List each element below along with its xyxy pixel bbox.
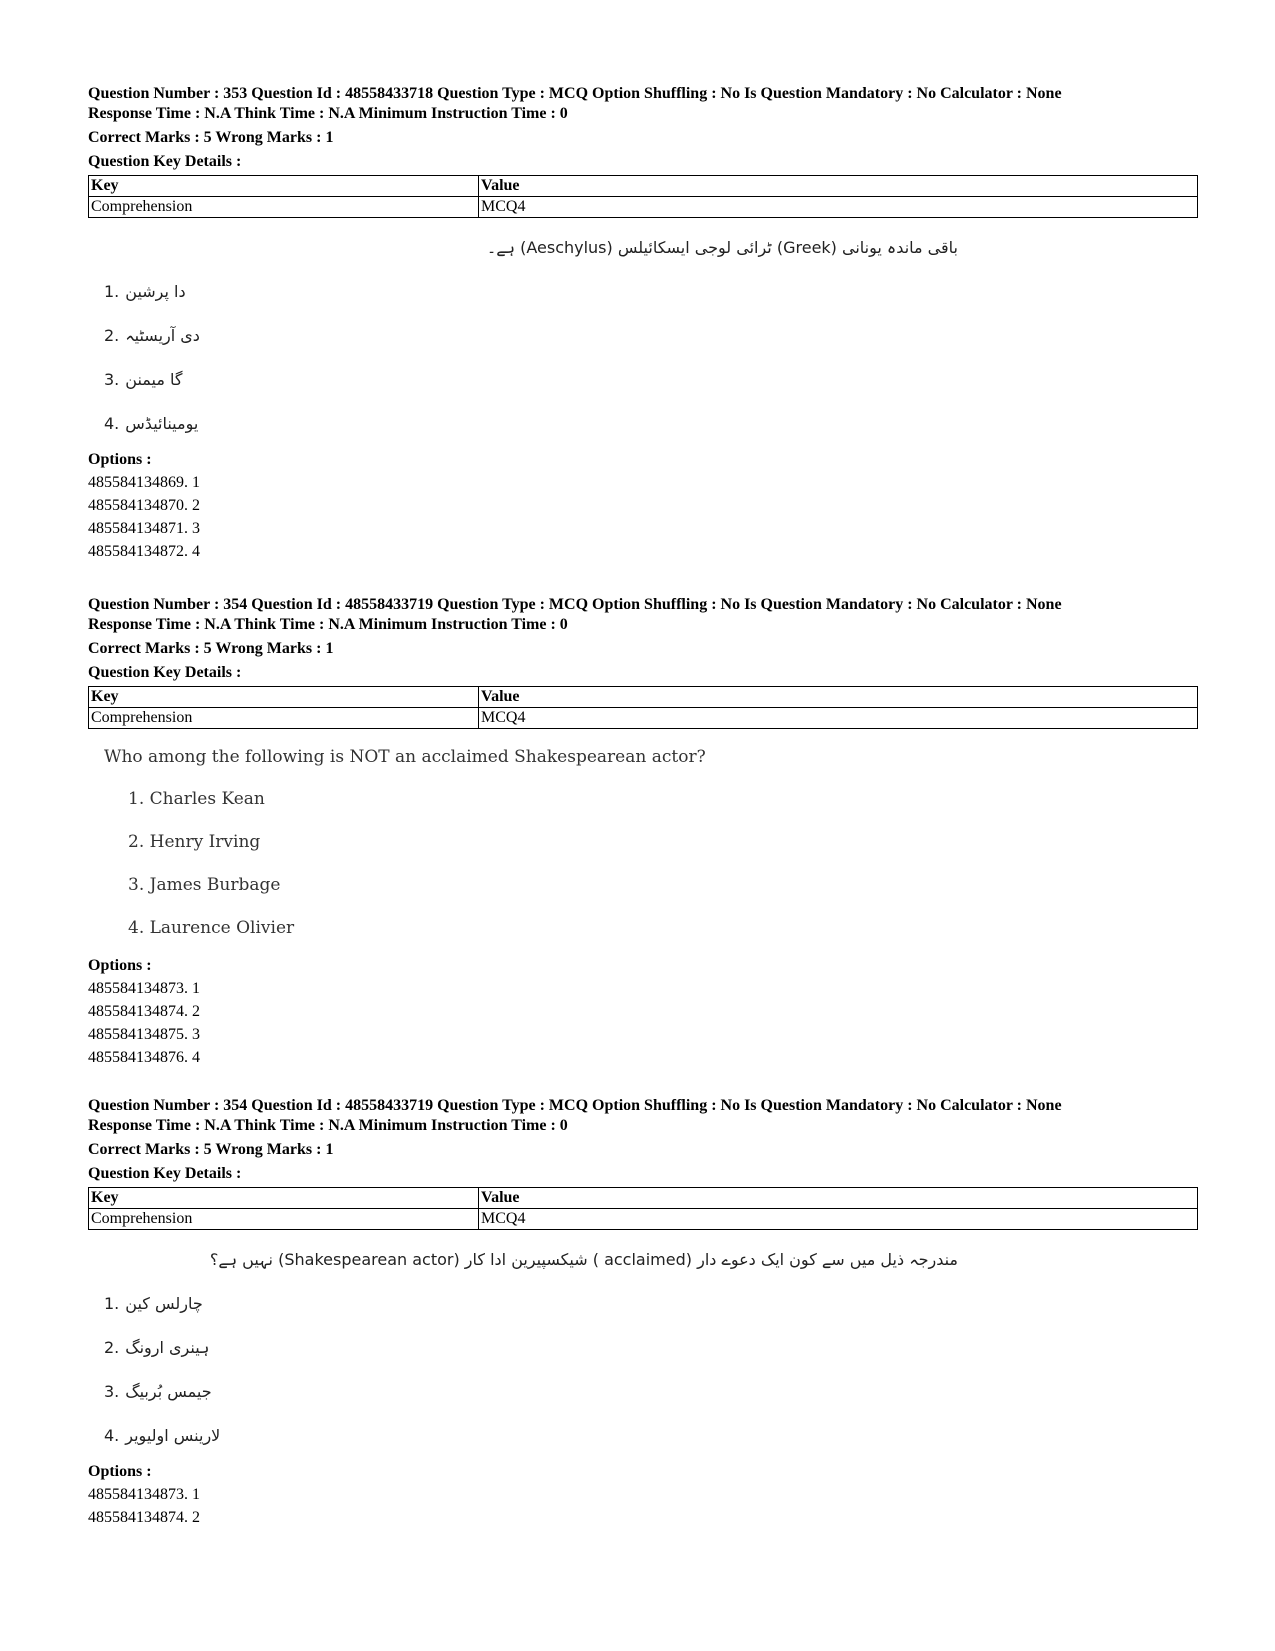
marks-line: Correct Marks : 5 Wrong Marks : 1 (88, 640, 334, 657)
choice-1: 1. Charles Kean (128, 789, 265, 809)
option-id-row: 485584134876. 4 (88, 1049, 200, 1066)
key-details-label: Question Key Details : (88, 1165, 242, 1182)
key-cell: Comprehension (89, 1209, 479, 1230)
option-id-row: 485584134874. 2 (88, 1003, 200, 1020)
option-id-row: 485584134870. 2 (88, 497, 200, 514)
choice-3 (104, 369, 1198, 389)
choice-number: 2. (104, 325, 120, 345)
choice-text: ہینری ارونگ (125, 1337, 210, 1357)
choice-4 (104, 413, 1198, 433)
option-id-row: 485584134873. 1 (88, 1486, 200, 1503)
choice-1 (104, 1293, 1198, 1313)
choice-text: لارینس اولیویر (125, 1425, 221, 1445)
choice-2: 2. Henry Irving (128, 832, 261, 852)
choice-text: یومینائیڈس (125, 413, 199, 433)
choice-4: 4. Laurence Olivier (128, 918, 295, 938)
option-id-row: 485584134869. 1 (88, 474, 200, 491)
value-cell: MCQ4 (479, 1209, 1198, 1230)
key-header: Key (89, 1188, 479, 1209)
choice-3: 3. James Burbage (128, 875, 281, 895)
option-id-row: 485584134873. 1 (88, 980, 200, 997)
key-table (88, 1187, 1198, 1230)
question-block-354-en (88, 595, 1198, 1069)
choice-2 (104, 1337, 1198, 1357)
key-header: Key (89, 687, 479, 708)
option-id-row: 485584134874. 2 (88, 1509, 200, 1526)
option-id-row: 485584134871. 3 (88, 520, 200, 537)
question-block-354-ur (88, 1096, 1198, 1529)
choice-text: دی آریسٹیہ (125, 325, 200, 345)
key-header: Key (89, 176, 479, 197)
value-cell: MCQ4 (479, 197, 1198, 218)
question-meta-line2: Response Time : N.A Think Time : N.A Minimum Instruction Time : 0 (88, 1116, 568, 1134)
choice-text: جیمس بُربیگ (125, 1381, 212, 1401)
choice-number: 4. (104, 1425, 120, 1445)
value-header: Value (479, 176, 1198, 197)
key-cell: Comprehension (89, 197, 479, 218)
key-table (88, 686, 1198, 729)
question-meta-line1: Question Number : 354 Question Id : 48558433719 Question Type : MCQ Option Shuffling : No Is Question Mandatory : No Calculator : None (88, 596, 1062, 613)
option-id-row: 485584134875. 3 (88, 1026, 200, 1043)
marks-line: Correct Marks : 5 Wrong Marks : 1 (88, 129, 334, 146)
options-label: Options : (88, 451, 152, 468)
choice-text: دا پرشین (125, 281, 186, 301)
question-meta-line1: Question Number : 354 Question Id : 48558433719 Question Type : MCQ Option Shuffling : No Is Question Mandatory : No Calculator : None (88, 1097, 1062, 1114)
question-meta-line2: Response Time : N.A Think Time : N.A Minimum Instruction Time : 0 (88, 615, 568, 633)
choice-number: 2. (104, 1337, 120, 1357)
choice-number: 4. (104, 413, 120, 433)
option-id-row: 485584134872. 4 (88, 543, 200, 560)
choice-number: 3. (104, 369, 120, 389)
choice-number: 1. (104, 281, 120, 301)
question-meta-line2: Response Time : N.A Think Time : N.A Minimum Instruction Time : 0 (88, 104, 568, 122)
value-cell: MCQ4 (479, 708, 1198, 729)
choice-number: 1. (104, 1293, 120, 1313)
choice-1 (104, 281, 1198, 301)
choice-text: گا میمنن (125, 369, 183, 389)
marks-line: Correct Marks : 5 Wrong Marks : 1 (88, 1141, 334, 1158)
choice-2 (104, 325, 1198, 345)
key-table (88, 175, 1198, 218)
question-block-353 (88, 84, 1198, 563)
question-text: مندرجہ ذیل میں سے کون ایک دعوے دار (acclaimed ) شیکسپیرین ادا کار (Shakespearean actor) نہیں ہے؟ (209, 1250, 958, 1269)
key-cell: Comprehension (89, 708, 479, 729)
options-label: Options : (88, 1463, 152, 1480)
value-header: Value (479, 1188, 1198, 1209)
choice-number: 3. (104, 1381, 120, 1401)
question-text: باقی ماندہ یونانی (Greek) ٹرائی لوجی ایسکائیلس (Aeschylus) ہے۔ (486, 238, 958, 257)
choice-text: چارلس کین (125, 1293, 203, 1313)
choice-4 (104, 1425, 1198, 1445)
question-meta-line1: Question Number : 353 Question Id : 48558433718 Question Type : MCQ Option Shuffling : No Is Question Mandatory : No Calculator : None (88, 85, 1062, 102)
value-header: Value (479, 687, 1198, 708)
options-label: Options : (88, 957, 152, 974)
key-details-label: Question Key Details : (88, 153, 242, 170)
question-text: Who among the following is NOT an acclaimed Shakespearean actor? (104, 747, 706, 767)
key-details-label: Question Key Details : (88, 664, 242, 681)
choice-3 (104, 1381, 1198, 1401)
